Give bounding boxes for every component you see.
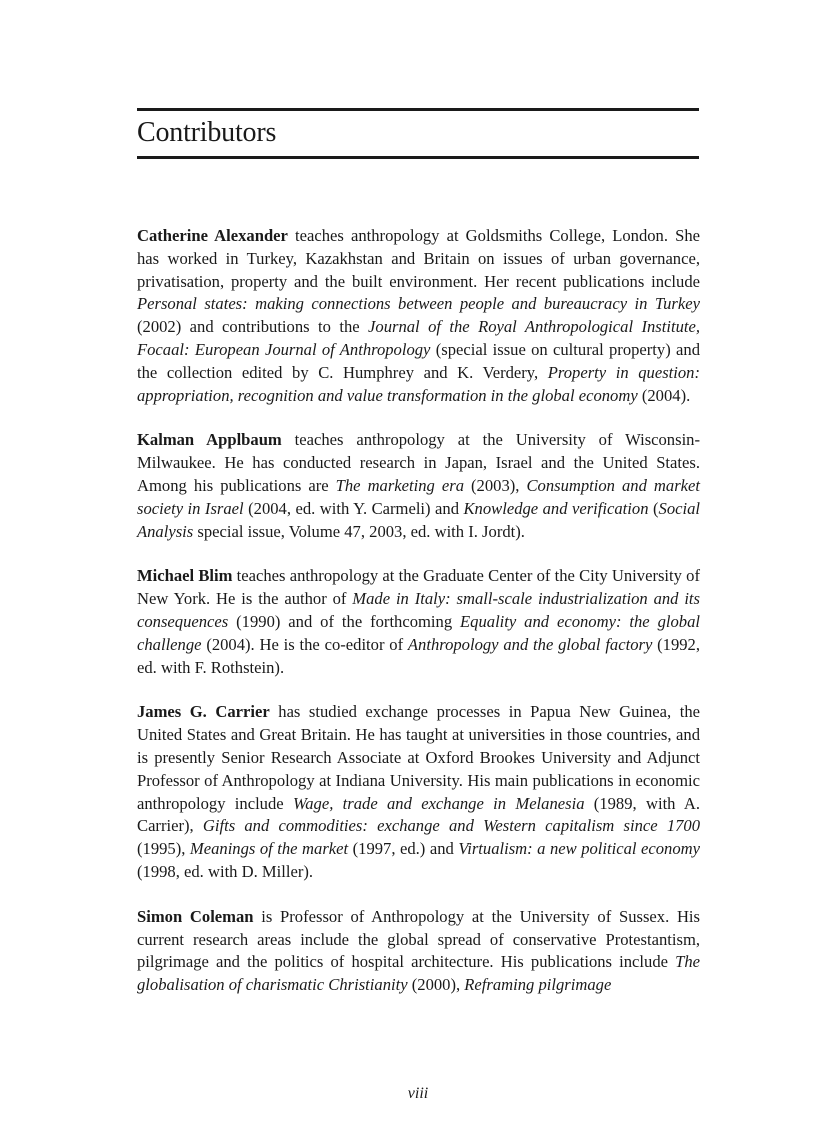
bio-text: (2004). bbox=[637, 385, 691, 405]
page-title: Contributors bbox=[137, 117, 277, 148]
publication-title: Property in question: appropriation, recognition and value transformation in the global economy bbox=[137, 362, 700, 405]
heading-rule-top bbox=[137, 108, 699, 111]
contributor-entry bbox=[137, 565, 700, 679]
bio-text: (2000), bbox=[407, 975, 465, 995]
publication-title: Reframing pilgrimage bbox=[464, 975, 612, 995]
contributors-list bbox=[137, 225, 700, 1019]
publication-title: Meanings of the market bbox=[189, 839, 349, 859]
bio-text: teaches anthropology at the Graduate Center of the City University of New York. He is the author of bbox=[137, 566, 700, 609]
bio-text: (2004). He is the co-editor of bbox=[201, 634, 408, 654]
bio-text: ( bbox=[648, 498, 659, 518]
publication-title: Virtualism: a new political economy bbox=[458, 839, 700, 859]
contributor-name: Kalman Applbaum bbox=[137, 430, 282, 450]
publication-title: Anthropology and the global factory bbox=[407, 634, 653, 654]
contributor-name: Simon Coleman bbox=[137, 906, 254, 926]
page-number: viii bbox=[407, 1085, 429, 1102]
bio-text: (2002) and contributions to the bbox=[137, 317, 369, 337]
publication-title: Consumption and market society in Israel bbox=[137, 475, 700, 518]
publication-title: Journal of the Royal Anthropological Institute, Focaal: European Journal of Anthropology bbox=[137, 317, 700, 359]
bio-text: has studied exchange processes in Papua New Guinea, the United States and Great Britain. He has taught at universities in those countries, and is presently Senior Research Associate at Oxford Brookes University and Adjunct Professor of Anthropology at Indiana University. His main publications in economic anthropology include bbox=[137, 702, 700, 813]
bio-text: special issue, Volume 47, 2003, ed. with I. Jordt). bbox=[193, 521, 525, 541]
contributor-entry bbox=[137, 701, 700, 883]
contributor-entry bbox=[137, 906, 700, 997]
publication-title: The globalisation of charismatic Christianity bbox=[137, 952, 700, 995]
publication-title: Wage, trade and exchange in Melanesia bbox=[292, 793, 585, 813]
bio-text: teaches anthropology at the University of Wisconsin-Milwaukee. He has conducted research in Japan, Israel and the United States. Among his publications are bbox=[137, 430, 700, 495]
bio-text: teaches anthropology at Goldsmiths College, London. She has worked in Turkey, Kazakhstan and Britain on issues of urban governance, privatisation, property and the built environment. Her recent publications include bbox=[137, 226, 700, 291]
publication-title: Knowledge and verification bbox=[463, 498, 649, 518]
bio-text: (1989, with A. Carrier), bbox=[137, 793, 701, 836]
bio-text: (special issue on cultural property) and the collection edited by C. Humphrey and K. Verdery, bbox=[137, 339, 700, 382]
contributor-name: Catherine Alexander bbox=[137, 226, 288, 245]
bio-text: (1998, ed. with D. Miller). bbox=[137, 861, 314, 881]
contributor-entry bbox=[137, 429, 700, 543]
heading-rule-bottom bbox=[137, 156, 699, 159]
bio-text: (1990) and of the forthcoming bbox=[228, 611, 461, 631]
publication-title: Equality and economy: the global challenge bbox=[137, 611, 700, 654]
bio-text: (2003), bbox=[464, 475, 527, 495]
contributor-name: James G. Carrier bbox=[137, 702, 270, 722]
publication-title: Social Analysis bbox=[137, 498, 700, 541]
bio-text: (1997, ed.) and bbox=[348, 839, 459, 859]
bio-text: (1992, ed. with F. Rothstein). bbox=[137, 634, 700, 677]
bio-text: (1995), bbox=[137, 839, 190, 859]
publication-title: Personal states: making connections between people and bureaucracy in Turkey bbox=[137, 294, 700, 314]
bio-text: is Professor of Anthropology at the University of Sussex. His current research areas include the global spread of conservative Protestantism, pilgrimage and the politics of hospital architecture. His publications include bbox=[137, 906, 700, 972]
publication-title: Made in Italy: small-scale industrialization and its consequences bbox=[137, 589, 701, 631]
bio-text: (2004, ed. with Y. Carmeli) and bbox=[243, 498, 464, 518]
contributor-entry bbox=[137, 225, 700, 407]
publication-title: The marketing era bbox=[335, 475, 464, 495]
contributor-name: Michael Blim bbox=[137, 566, 233, 586]
publication-title: Gifts and commodities: exchange and Western capitalism since 1700 bbox=[202, 816, 701, 836]
